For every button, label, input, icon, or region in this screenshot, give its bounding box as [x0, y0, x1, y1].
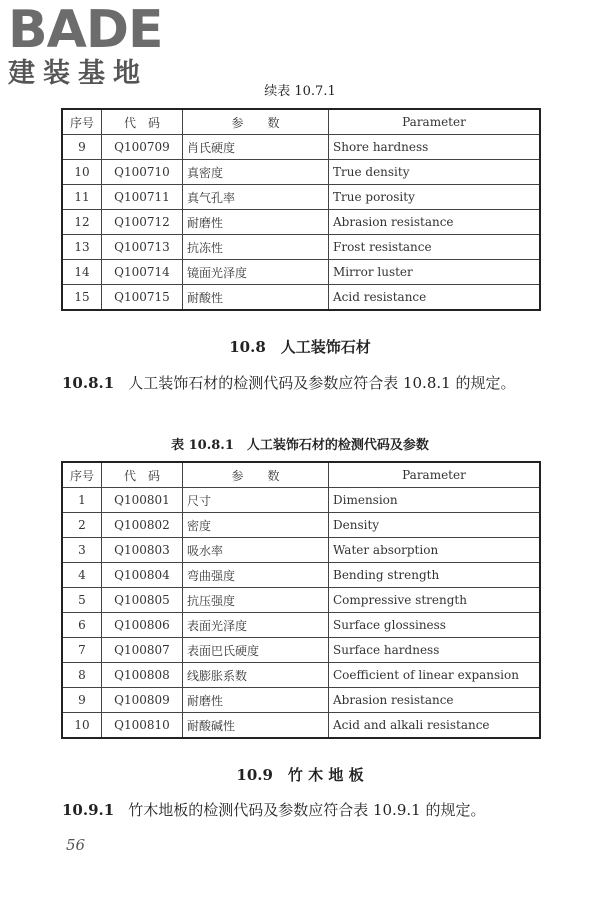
logo-subtitle: 建装基地 — [8, 58, 148, 89]
table-row — [62, 260, 540, 285]
cell-param-en: Acid resistance — [329, 285, 541, 311]
cell-param-cn: 耐磨性 — [183, 688, 329, 713]
table-10-8-1 — [61, 461, 541, 739]
table-row — [62, 210, 540, 235]
cell-no: 3 — [62, 538, 102, 563]
table-row — [62, 235, 540, 260]
cell-param-cn: 表面巴氏硬度 — [183, 638, 329, 663]
cell-no: 7 — [62, 638, 102, 663]
table-row — [62, 613, 540, 638]
cell-code: Q100715 — [102, 285, 183, 311]
cell-no: 12 — [62, 210, 102, 235]
header-no: 序号 — [62, 109, 102, 135]
table-row — [62, 638, 540, 663]
clause-10-9-1 — [62, 799, 542, 822]
cell-param-en: True porosity — [329, 185, 541, 210]
cell-no: 6 — [62, 613, 102, 638]
cell-no: 10 — [62, 160, 102, 185]
cell-no: 9 — [62, 135, 102, 160]
cell-no: 14 — [62, 260, 102, 285]
cell-code: Q100807 — [102, 638, 183, 663]
cell-no: 9 — [62, 688, 102, 713]
cell-param-cn: 真密度 — [183, 160, 329, 185]
cell-code: Q100809 — [102, 688, 183, 713]
header-param-cn: 参 数 — [183, 109, 329, 135]
header-no: 序号 — [62, 462, 102, 488]
table-row — [62, 488, 540, 513]
cell-param-cn: 吸水率 — [183, 538, 329, 563]
cell-param-cn: 耐酸碱性 — [183, 713, 329, 739]
table-10-7-1-continued — [61, 108, 541, 311]
cell-param-en: Abrasion resistance — [329, 210, 541, 235]
cell-param-en: Surface hardness — [329, 638, 541, 663]
table-row — [62, 135, 540, 160]
cell-code: Q100709 — [102, 135, 183, 160]
cell-param-en: Density — [329, 513, 541, 538]
clause-number: 10.9.1 — [62, 801, 115, 819]
cell-no: 15 — [62, 285, 102, 311]
logo-brand: BADE — [8, 0, 163, 60]
cell-code: Q100810 — [102, 713, 183, 739]
cell-param-cn: 表面光泽度 — [183, 613, 329, 638]
cell-code: Q100713 — [102, 235, 183, 260]
cell-param-en: Water absorption — [329, 538, 541, 563]
cell-no: 8 — [62, 663, 102, 688]
cell-param-cn: 尺寸 — [183, 488, 329, 513]
cell-param-en: Abrasion resistance — [329, 688, 541, 713]
section-heading-10-9: 10.9 竹 木 地 板 — [236, 766, 364, 784]
cell-param-cn: 耐磨性 — [183, 210, 329, 235]
cell-code: Q100714 — [102, 260, 183, 285]
header-param-en: Parameter — [329, 462, 541, 488]
clause-text: 人工装饰石材的检测代码及参数应符合表 10.8.1 的规定。 — [128, 374, 516, 392]
table-row — [62, 713, 540, 739]
table-row — [62, 160, 540, 185]
table-row — [62, 563, 540, 588]
table-header-row — [62, 462, 540, 488]
header-param-cn: 参 数 — [183, 462, 329, 488]
continued-table-caption: 续表 10.7.1 — [264, 84, 336, 99]
cell-code: Q100804 — [102, 563, 183, 588]
cell-param-cn: 真气孔率 — [183, 185, 329, 210]
cell-param-en: Acid and alkali resistance — [329, 713, 541, 739]
table-row — [62, 663, 540, 688]
header-param-en: Parameter — [329, 109, 541, 135]
cell-param-en: Shore hardness — [329, 135, 541, 160]
cell-code: Q100805 — [102, 588, 183, 613]
cell-code: Q100802 — [102, 513, 183, 538]
cell-code: Q100806 — [102, 613, 183, 638]
clause-number: 10.8.1 — [62, 374, 115, 392]
header-code: 代 码 — [102, 462, 183, 488]
table-row — [62, 538, 540, 563]
cell-param-en: Surface glossiness — [329, 613, 541, 638]
table-header-row — [62, 109, 540, 135]
table-row — [62, 688, 540, 713]
header-code: 代 码 — [102, 109, 183, 135]
cell-param-cn: 弯曲强度 — [183, 563, 329, 588]
cell-no: 1 — [62, 488, 102, 513]
cell-code: Q100712 — [102, 210, 183, 235]
cell-code: Q100711 — [102, 185, 183, 210]
cell-param-cn: 线膨胀系数 — [183, 663, 329, 688]
cell-param-cn: 抗压强度 — [183, 588, 329, 613]
cell-param-cn: 镜面光泽度 — [183, 260, 329, 285]
bade-logo — [8, 0, 163, 90]
cell-code: Q100808 — [102, 663, 183, 688]
cell-param-cn: 肖氏硬度 — [183, 135, 329, 160]
cell-code: Q100801 — [102, 488, 183, 513]
cell-param-en: Mirror luster — [329, 260, 541, 285]
cell-code: Q100710 — [102, 160, 183, 185]
cell-param-en: Compressive strength — [329, 588, 541, 613]
cell-no: 2 — [62, 513, 102, 538]
cell-no: 10 — [62, 713, 102, 739]
cell-param-cn: 抗冻性 — [183, 235, 329, 260]
table-caption-10-8-1: 表 10.8.1 人工装饰石材的检测代码及参数 — [171, 438, 429, 453]
cell-param-en: Bending strength — [329, 563, 541, 588]
clause-10-8-1 — [62, 372, 542, 395]
cell-param-en: True density — [329, 160, 541, 185]
table-row — [62, 513, 540, 538]
table-row — [62, 285, 540, 311]
cell-param-en: Frost resistance — [329, 235, 541, 260]
page-number: 56 — [66, 836, 86, 854]
cell-param-en: Coefficient of linear expansion — [329, 663, 541, 688]
cell-code: Q100803 — [102, 538, 183, 563]
cell-no: 11 — [62, 185, 102, 210]
table-row — [62, 588, 540, 613]
cell-no: 4 — [62, 563, 102, 588]
clause-text: 竹木地板的检测代码及参数应符合表 10.9.1 的规定。 — [128, 801, 486, 819]
cell-param-cn: 密度 — [183, 513, 329, 538]
section-heading-10-8: 10.8 人工装饰石材 — [229, 338, 371, 356]
cell-param-en: Dimension — [329, 488, 541, 513]
table-row — [62, 185, 540, 210]
cell-no: 5 — [62, 588, 102, 613]
cell-no: 13 — [62, 235, 102, 260]
cell-param-cn: 耐酸性 — [183, 285, 329, 311]
